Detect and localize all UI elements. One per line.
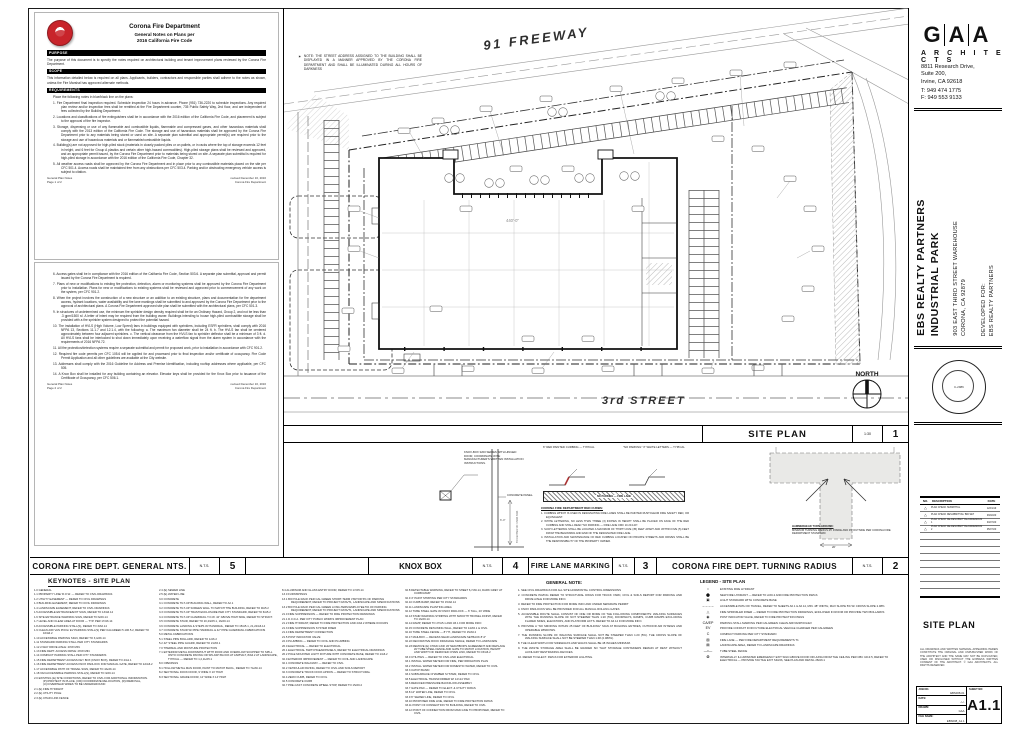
- rev-desc-header: DESCRIPTION: [932, 499, 952, 503]
- knox-dim-label: TO CENTER OF KNOX BOX: [516, 510, 519, 543]
- fire-note: 4. Building(s) are not approved for high-piled stock (materials in closely packed piles or on pallets, or in racks where the top of storage exceeds 12 feet in height, and 6 feet for Group A plastics and certain other high-hazard commodities). High-piled storage plans shall be reviewed and approved, and an appropriate permit issued, by the Corona Fire Department prior to materials being stored on site. A separate plan submittal is required for high-piled storage in accordance with the 2016 edition of the California Fire Code, Chapter 32.: [53, 143, 266, 160]
- legend-entry: [696, 627, 901, 631]
- keynote: 2.0 EXISTING (E) SITE CONDITIONS, REFER TO CIVIL FOR ADDITIONAL INFORMATION. (P)=PROTECT IN PLACE, (CR)=COORDINATE RELOCATION, (R)=REMOVAL, (U)=OVERHEAD WIRES TO BE UNDERGROUND: [34, 676, 148, 687]
- legend-entry: [696, 633, 901, 637]
- legend-entry: [696, 622, 901, 626]
- project-name-2: INDUSTRIAL PARK: [929, 231, 941, 336]
- legend-heading: LEGEND - SITE PLAN: [700, 579, 746, 584]
- fire-lane-title: FIRE LANE MARKING: [530, 562, 611, 570]
- keynote: 1.3 BUILDING EASEMENT, REFER TO CIVIL DRAWINGS: [34, 602, 106, 606]
- scope-heading: SCOPE: [47, 69, 266, 75]
- keynotes-col-4: [405, 589, 506, 720]
- fire-note: 6. Access gates shall be in compliance with the 2016 edition of the California Fire Code, Section 503.6. A separate plan submittal, approval and permit issued by the Corona Fire Department is required.: [53, 271, 266, 280]
- ev-conduit-marking-icon: EV: [705, 626, 711, 631]
- knox-box-detail: [434, 445, 536, 555]
- keynote: 3.0 CONCRETE: [159, 597, 180, 601]
- keynote: 7.1 EXTERIOR METAL DOWNSPOUT WITH ROOF AND OVERFLOW SCUPPER TO SPILL ONTO CONCRETE PAVING OR SPLASH BLOCK AT ASPHALT, 8/A6.2 AT LANDSCAPE, TYPICAL — REFER TO 1,2,11/A5.1: [159, 651, 278, 661]
- sheet-title: SITE PLAN: [923, 620, 976, 630]
- item-text: PROVIDE CONDUIT FOR FUTURE ELECTRICAL VEHICLE CHARGER PER CALGREEN: [720, 626, 833, 631]
- keynote: 1.17 ACCESSIBLE PATH OF TRAVEL SIGN, REFER TO 4A/A6.14: [34, 667, 116, 671]
- legend-entry: [696, 594, 901, 598]
- fire-note: 5. All weather access roads shall be approved by the Corona Fire Department and in place prior to any combustible materials placed on the site per CFC 501.4. Access roads shall be maintained free from any obstructions per CFC 503.4. Parking and/or obstructing emergency vehicle access is subject to citation.: [53, 161, 266, 174]
- page2-footer-left: General Plan Notes Page 2 of 2: [47, 382, 73, 391]
- keynote: 21.3 FIRE SUPPRESSION SYSTEM RISER: [282, 626, 337, 630]
- keynote: 32.12 TUBE STEEL GATE W/ KNOX PADLOCK — 6' TALL, 20' WIDE: [405, 610, 491, 614]
- red-curb-note: 2. WHITE LETTERING, NO LESS THAN THREE (3) INCHES IN HEIGHT SHALL BE PLACED ON FACE OF THE RED CURBING AND SHALL READ "NO PARKING — FIRE LANE CMC 10.20.140".: [541, 520, 689, 527]
- item-text: LANDSCAPE AREA, REFER TO LANDSCAPE DRAWINGS: [720, 643, 795, 648]
- knox-box-title: KNOX BOX: [368, 558, 472, 574]
- rule: [914, 346, 1002, 349]
- freeway-label: 91 FREEWAY: [482, 24, 590, 53]
- revision-date: 12/19/19: [986, 506, 997, 510]
- fire-sprinkler-riser-icon: △: [706, 609, 710, 614]
- keynote: 33.3 CATCH BASIN: [405, 668, 430, 672]
- building-footprint: [372, 150, 677, 361]
- fire-dept-notes-panel: [30, 10, 283, 557]
- item-text: NEW FIRE HYDRANT — REFER TO 2/A6.2 AND FIRE PROTECTION DWGS: [720, 592, 818, 597]
- site-plan-title: SITE PLAN: [702, 426, 852, 442]
- landscape-strip-right: [830, 72, 860, 364]
- general-nts-title: CORONA FIRE DEPT. GENERAL NTS.: [32, 561, 187, 571]
- keynote: 32.5 CONCRETE CURB: [282, 680, 313, 683]
- keynotes-col-3: [282, 589, 401, 720]
- keynote: 32.13 STAIR WARNING STRIPING WITH SMOOTH TROWEL FINISH, REFER TO 16/A6.14: [405, 614, 502, 621]
- turning-dim: 20': [832, 545, 836, 549]
- detail-number-2: 2: [882, 558, 908, 574]
- fire-dept-notes-page-2: [34, 262, 279, 546]
- legend-entry: [696, 644, 901, 648]
- firm-address: 8811 Research Drive, Suite 200, Irvine, CA 92618: [921, 64, 975, 85]
- job-number: EBS008-01: [950, 690, 965, 695]
- notes-list-page1: [47, 101, 266, 174]
- fire-lane-titlebar: FIRE LANE MARKING N.T.S. 3: [528, 557, 656, 575]
- fire-note: 2. Locations and classifications of fire extinguishers shall be in accordance with the 2016 edition of the California Fire Code, and placement is subject to the approval of the fire inspector.: [53, 115, 266, 124]
- parking-stalls-right: [689, 190, 719, 358]
- general-note-panel: [508, 576, 686, 722]
- existing-fire-hydrant-icon: ○: [706, 587, 710, 591]
- title-block: [908, 8, 1006, 724]
- keynote: 2.3 (E) CHAIN LINK FENCE: [34, 696, 69, 700]
- project-name-1: EBS REALTY PARTNERS: [915, 199, 927, 336]
- purpose-text: The purpose of this document is to specify the notes required on architectural building and tenant improvement plans reviewed by the Corona Fire Department.: [47, 57, 266, 66]
- general-note: 8. THE CLEAR WIDTH FOR SIDEWALKS AND WALKS SHALL BE 48 INCHES MINIMUM.: [518, 641, 631, 646]
- keynote: 1.11 STANDARD PARKING STALL PER CITY STANDARDS: [34, 641, 108, 645]
- page1-footer-left: General Plan Notes Page 1 of 2: [47, 175, 73, 184]
- keynote: 33.0 UTILITIES — REFER TO CIVIL AND ELECTRICAL: [405, 655, 474, 659]
- item-text: LIGHT STANDARD WITH CONCRETE BASE: [720, 598, 777, 603]
- architect-stamp-icon: C-2986: [932, 360, 986, 414]
- general-note: 6. PROVIDE A "NO SMOKING WITHIN 25 FEET OF BUILDING" SIGN AT BUILDING ENTRIES, OUTDOOR AIR INTAKES AND OPERABLE WINDOWS.: [518, 624, 682, 632]
- rev-no-header: NO.: [922, 499, 929, 503]
- revision-date: 05/07/20: [986, 527, 997, 531]
- red-curb-note: 1. CURBING WHICH IS USED IN DESIGNATING FIRE LANES SHALL BE PAINTED RUSTOLEUM FIRE SAFETY RED, OR EQUIVALENT.: [541, 512, 689, 519]
- item-text: FIRE SPRINKLER RISER — REFER TO FIRE PROTECTION DRAWINGS, ENCLOSED IN ROOM OR PROVIDE TWO BOLLARDS: [720, 609, 885, 614]
- keynote: 1.15 FIRE DEPARTMENT ACCESS KEY BOX (KNOX BOX), REFER TO 4/A1.1: [34, 658, 132, 662]
- keynote: 32.8 DETECTABLE WARNING, REFER TO SHEET 6,7/A6.14, DARK GREY AT CURB RAMP: [405, 589, 503, 596]
- site-plan-scale: 1:30: [852, 426, 882, 442]
- legend-entry: [696, 605, 901, 609]
- keynote: 1.12 2-WAY DRIVE AISLE: 20'W MIN.: [34, 645, 81, 649]
- legend-entry: [696, 639, 901, 643]
- sheet-date: -/-/-: [960, 700, 965, 704]
- keynote: 32.4 ZERO CURB, REFER TO CIVIL: [282, 675, 328, 679]
- keynote: 33.6 REDUCED PRESSURE BACKFLOW ASSEMBLY: [405, 682, 473, 686]
- revision-row: [920, 505, 1000, 512]
- keynote: 13.2 BICYCLE RACK PER CAL GREEN LONG-TERM EMPLOYEE 5% OF PARKING REQUIREMENT, REFER TO PROJECT DATA/T1, LANDSCAPE AND SPECIFICATIONS: [282, 605, 400, 612]
- revision-date: 03/02/20: [986, 513, 997, 517]
- keynote: 32.10 CURB RAMP, REFER TO 15/A6.14: [405, 601, 456, 605]
- fire-note: 7. Plans of new or modifications to existing fire protection, detection, alarm or monitoring systems shall be approved by the Corona Fire Department prior to installation. Plans for new or modifications to existing systems shall be reviewed and approved prior to commencement of any work on the system, per CFC 901.2.: [53, 281, 266, 294]
- revision-marker-icon: △: [924, 520, 927, 524]
- item-text: TUBE STEEL FENCE: [720, 649, 748, 654]
- curb-profiles: [539, 457, 691, 491]
- keynote: 32.0 EXTERIOR IMPROVEMENT — REFER TO CIVIL AND LANDSCAPE: [282, 657, 373, 661]
- keynote: 7.0 THERMAL AND MOISTURE PROTECTION: [159, 646, 218, 650]
- fire-dept-notes-page-1: [34, 12, 279, 260]
- keynotes-col-2: [159, 589, 278, 720]
- turning-caption: HAMMERHEAD TURN-AROUND: MINIMUM TURNING RADIUS 25' INSIDE AND 45' OUTSIDE PER CORONA FIRE DEPARTMENT STANDARD: [792, 525, 891, 535]
- keynote: 2.5 (E) WATER LINE: [159, 593, 185, 597]
- legend-entry: [696, 616, 901, 620]
- keynote: 1.0 GENERAL: [34, 589, 52, 592]
- knox-dim-value: 6'-0": [500, 518, 506, 522]
- architects-label: A R C H I T E C T S: [921, 50, 1004, 64]
- keynote: 33.1 INSTALL WATER METER FOR FIRE, PER IRRIGATION PLAN: [405, 660, 489, 664]
- keynote: 1.13 FIRE DEPT. ACCESS DRIVE: 26'W MIN.: [34, 650, 91, 654]
- doc-subtitle-2: 2016 California Fire Code: [136, 37, 193, 43]
- keynote: 1.1 PROPERTY LINE/ R.O.W. — REFER TO CIVIL DRAWINGS: [34, 593, 113, 597]
- compact-parking-marking-icon: C: [706, 632, 710, 637]
- keynotes-col-1: [34, 589, 155, 720]
- revision-marker-icon: △: [924, 506, 927, 510]
- legend-panel: [690, 576, 906, 722]
- general-note: 1. SEE CIVIL DRAWINGS FOR ALL SITE HORIZONTAL CONTROL DIMENSIONS: [518, 588, 621, 592]
- requirements-heading: REQUIREMENTS: [47, 88, 266, 94]
- keynote: 21.1 D.C.D.A. PER CITY PUBLIC WORKS IMPROVEMENT PLAN: [282, 617, 364, 621]
- item-text: PARKING STALL MARKING PER CALGREEN CLEAN AIR/VANPOOL/EV: [720, 620, 812, 625]
- keynote: 32.22 DECORATIVE ROCK DRAINAGE SWALE, REFER TO LANDSCAPE: [405, 640, 498, 644]
- keynote: 26.0 ELECTRICAL — REFER TO ELECTRICAL: [282, 644, 341, 648]
- site-plan-drawing: [283, 8, 908, 425]
- fire-lane-hatch-icon: ▨: [706, 637, 710, 642]
- fire-note: 11. All fire protection/detection systems require a separate submittal and permit for proposed work, prior to installation in accordance with CFC 901.2.: [53, 346, 263, 351]
- general-note: 2. CONCRETE PAVING REFER TO STRUCTURAL DWGS FOR TRUCK YARD, CIVIL & SOILS REPORT FOR PARKING AND DRIVE AISLE FOR MORE INFO.: [518, 593, 682, 601]
- item-text: INTERNALLY ILLUMINATED EMERGENCY EXIT SIGN ABOVE DOOR OR HUNG FROM THE CEILING PER CBC 1013.5, REFER TO ELECTRICAL — PROVIDE TACTILE EXIT SIGNS, SEE PLAN AND DETAIL 28/A6.1: [720, 654, 889, 663]
- keynote: 21.4 FIRE DEPARTMENT CONNECTION: [282, 631, 334, 635]
- purpose-heading: PURPOSE: [47, 50, 266, 56]
- keynote: 22.0 PLUMBING — REFER TO CIVIL AND PLUMBING: [282, 640, 350, 644]
- doc-title: Corona Fire Department: [129, 22, 200, 30]
- keynote: 3.4 CONCRETE TILT-UP GUARDRAIL T.O.W. 42" ABOVE HIGH SIDE, REFER TO STRUCT.: [159, 615, 273, 619]
- keynote: 32.15 CONCRETE RETAINING WALL, REFER TO 14/A5.1 & CIVIL: [405, 626, 488, 630]
- keynote: 8.1 HOLLOW METAL MAN DOOR, PAINT TO MATCH BLDG., REFER TO 7A/A6.14: [159, 666, 262, 670]
- keynote: 13.1 BICYCLE RACK PER CAL GREEN SHORT-TERM VISITOR 5% OF PARKING REQUIREMENT, REFER TO PROJECT DATA/T1, LANDSCAPE AND SPECIFICATIONS: [282, 597, 400, 605]
- fire-note: 3. Storage, dispensing or use of any flammable and combustible liquids, flammable and compressed gases, and other hazardous materials shall comply with the 2013 edition of the California Fire Code. The storage and use of hazardous materials shall be approved by the Corona Fire Department prior to any materials being stored or used on site. A separate plan submittal and appropriate permit(s) are required prior to the storage and use of hazardous materials and or flammable/combustible liquids.: [53, 125, 266, 142]
- fire-lane-top-label-1: 6" RED PAINTED CURBING — TYPICAL: [543, 445, 595, 449]
- item-text: POST INDICATOR VALVE, REFER TO FIRE PROTECTION DWGS: [720, 615, 805, 620]
- drawn-by: GAA: [958, 709, 965, 714]
- keynotes-heading: KEYNOTES - SITE PLAN: [48, 578, 131, 585]
- keynote: 33.8 12" WATER LINE, REFER TO CIVIL: [405, 691, 456, 695]
- general-note-heading: GENERAL NOTE:: [546, 580, 583, 585]
- legend-entry: [696, 599, 901, 603]
- concrete-panel-callout: CONCRETE PANEL.: [507, 493, 534, 497]
- fire-note: 13. Addresses shall comply with the 2016 Guideline for Address and Premise Identification, including rooftop addresses where applicable, per CFC 505.: [53, 362, 266, 371]
- scope-text: This information detailed below is required on all plans. Applicants, builders, contractors and responsible parties shall adhere to the notes as shown, unless the Fire Marshal has approved alternate methods.: [47, 76, 266, 85]
- general-note: 9. THE WASTE STORAGE AREA SHALL BE GRADED SO THAT STORAGE CONTAINERS REMAIN AT REST WITHOUT AUXILIARY RESTRAINING DEVICES.: [518, 646, 682, 654]
- general-nts-titlebar: CORONA FIRE DEPT. GENERAL NTS. N.T.S. 5: [30, 557, 245, 575]
- revision-row: [920, 526, 1000, 533]
- keynote: 1.7 LEVEL AND CLEAR AREA AT DOOR — TYP. PER 17/A6.14: [34, 620, 113, 624]
- north-arrow-icon: [853, 371, 881, 408]
- note-star-icon: ✶: [298, 54, 302, 59]
- copyright-text: ALL DRAWINGS AND WRITTEN MATERIAL APPEARING HEREIN CONSTITUTE THE ORIGINAL AND UNPUBLISHED WORK OF THE ARCHITECT AND THE SAME MAY NOT BE DUPLICATED, USED OR DISCLOSED WITHOUT THE EXPRESS WRITTEN CONSENT OF THE ARCHITECT. © GAA ARCHITECTS. ALL RIGHTS RESERVED.: [920, 648, 998, 668]
- revision-marker-icon: △: [924, 513, 927, 517]
- site-plan-number: 1: [882, 426, 908, 442]
- page1-footer-right: revised December 16, 2016 Corona Fire Department: [230, 175, 266, 184]
- parking-stalls-left: [324, 120, 339, 360]
- requirements-intro: Place the following notes in blue/black line on the plans:: [53, 95, 134, 100]
- legend-entry: [696, 611, 901, 615]
- keynote: 21.0 FIRE SUPPRESSION — REFER TO FIRE PROTECTION DRAWINGS: [282, 613, 375, 617]
- north-label: NORTH: [855, 371, 879, 378]
- red-curb-note: 3. SUCH LETTERING SHALL BE LOCATED A MAXIMUM OF THIRTY-FIVE (35) FEET APART AND WITHIN FIVE (5) FEET FROM THE BEGINNING AND END OF THE DESIGNATED FIRE LANE.: [541, 528, 689, 535]
- street-address-note: ✶ NOTE: THE STREET ADDRESS ASSIGNED TO THE BUILDING SHALL BE DISPLAYED IN A MANNER APPROVED BY THE CORONA FIRE DEPARTMENT AND SHALL BE ILLUMINATED DURING ALL HOURS OF DARKNESS: [298, 54, 422, 71]
- keynote: 8.3 SECTIONAL GRADE DOOR, 12' WIDE X 14' HIGH: [159, 675, 227, 679]
- fire-note: 8. When the project involves the construction of a new structure or an addition to an existing structure, plans and documentation for fire department access, hydrant locations, water availability and fire lane markings shall be submitted to and approved by the Corona Fire Department prior to the approval of architectural plans. A Corona Fire Department approved site plan shall be submitted with the architectural plans, per CFC 501.3.: [53, 295, 266, 309]
- keynote: 33.11 POINT OF CONNECTION TO BUILDING, REFER TO CIVIL: [405, 704, 486, 708]
- keynote: 33.12 POINT OF CONNECTION FROM MAIN LINE TO PROPOSED, REFER TO CIVIL: [405, 708, 505, 716]
- red-curbs-heading: CORONA FIRE DEPARTMENT RED CURBS:: [541, 506, 603, 510]
- keynote: 8.2 SECTIONAL DOCK DOOR, 9' WIDE X 10' HIGH: [159, 671, 223, 675]
- keynote: 33.4 SUBSURFACE CHAMBER SYSTEM, REFER TO CIVIL: [405, 673, 480, 677]
- revision-table: [920, 496, 1000, 598]
- keynote: 33.9 6" SEWER LINE, REFER TO CIVIL: [405, 695, 455, 699]
- clean-air-ev-marking-icon: CA/EP: [702, 620, 714, 625]
- fire-note: 10. The installation of HVLS (High Volume, Low Speed) fans in buildings equipped with sprinklers, including ESFR sprinklers, shall comply with 2016 NFPA 13, Sections 11.1.7 and 12.1.4, with the following: a. The maximum fan diameter shall be 24 ft. b. The HVLS fan shall be centered approximately between four adjacent sprinklers. c. The vertical clearance from the HVLS fan to sprinkler deflector shall be a minimum of 3 ft. d. All HVLS fans shall be interlocked to shut down immediately upon receiving a waterflow signal from the alarm system in accordance with the requirements of 2016 NFPA 72.: [53, 324, 266, 345]
- project-address-1: 903 EAST THIRD STREET WAREHOUSE: [953, 221, 959, 336]
- keynote: 1.14 COMPACT PARKING STALL PER CITY STANDARDS: [34, 654, 107, 658]
- item-text: COMPACT PARKING PER CITY STANDARD: [720, 632, 777, 637]
- gaa-logo: G A A: [920, 24, 992, 46]
- keynote: 26.1 ELECTRICAL SWITCHGEAR/PANELS, REFER TO ELECTRICAL DRAWINGS: [282, 648, 385, 652]
- fire-note: 14. A Knox Box shall be installed for any building containing an elevator. Elevator keys shall be provided for the Knox Box prior to issuance of the Certificate of Occupancy, per CFC 506.1.: [53, 372, 266, 381]
- keynote: 32.23 REMOVE (E) CHAIN LINK W/ NEIGHBOR'S AGREEMENT AND REPLACE W/ TUBE STEEL FENCE AND GATE TO MATCH LOCATION, HEIGHT AND WIDTH OF REMOVED CHAIN LINK, REFER TO 15/A6.2: [405, 644, 506, 655]
- keynote: 21.2 FIRE HYDRANT, REFER TO FIRE PROTECTION AND 2/A6.2 WHERE OCCURS: [282, 622, 389, 626]
- keynote: 33.2 INSTALL WATER METER FOR DOMESTIC WATER, REFER TO CIVIL: [405, 664, 498, 668]
- rev-date-header: DATE: [987, 499, 996, 503]
- keynote: 32.2 VEHICULAR PAVING, REFER TO CIVIL AND SOILS REPORT: [282, 666, 365, 670]
- building-dimension: 440'-0": [506, 218, 519, 223]
- knox-callout: KNOX-BOX 3200 SERIES WITH HINGED DOOR, COORDINATE WITH MANUFACTURER'S WRITTEN INSTALLATION INSTRUCTIONS.: [464, 450, 524, 465]
- detail-number-5: 5: [219, 558, 245, 574]
- revision-rows: [920, 505, 1000, 533]
- keynote: 5.1 STEEL PIPE BOLLARD, REFER TO 1/A6.2: [159, 637, 217, 641]
- keynote-zones: [290, 196, 392, 370]
- keynote: 32.17 MAILBOX — RECESS NEAR LANDSCAPE SETBACK 8'-0": [405, 635, 487, 639]
- keynote: 1.9 CLEAN AIR/ VAN POOL/ EV PARKING STALL(S) PER CALGREEN 5.106.5.2, REFER TO 16/A6.2: [34, 628, 149, 636]
- fire-lane-detail: [539, 445, 691, 555]
- item-text: ACCESSIBLE PATH OF TRAVEL, REFER TO SHEETS A0.1 & A6.14, MIN. 48" WIDTH, MAX SLOPE 5% W/ CROSS SLOPE 2.08%: [720, 603, 885, 608]
- project-address-2: CORONA, CA 92879: [961, 278, 967, 336]
- keynote: 2.4 (E) SEWER LINE: [159, 589, 185, 592]
- file-name: EBS008_A1.1: [946, 718, 965, 723]
- revision-marker-icon: △: [924, 527, 927, 531]
- keynote: 1.6 SITE ENTRANCE WARNING SIGN, REFER TO 6/A6.14: [34, 615, 108, 619]
- legend-entry: [696, 588, 901, 592]
- revision-date: 04/07/20: [986, 520, 997, 524]
- fire-note: 9. In structures of undetermined use, the minimum fire sprinkler design density required shall be for an Ordinary Hazard, Group 2, and not be less than .3 gpm/1500 sf. A letter of intent may be required from the building owner. Buildings intending to house high-piled combustible storage shall be provided with a fire sprinkler system designed to protect the potential hazard.: [53, 309, 266, 323]
- keynote: 1.16 FIRE DEPARTMENT ACCESS KNOX PADLOCK FOR MANUAL GATE, REFER TO 2A/A6.2: [34, 663, 153, 667]
- keynote: 3.6 CONCRETE LANDING & STEPS W/ HANDRAIL, REFER TO 15/A5.1, 21,22/A6.14: [159, 624, 266, 628]
- item-text: FIRE LANE — PER FIRE DEPARTMENT REQUIREMENTS T1: [720, 637, 799, 642]
- keynote: 1.2 UTILITY EASEMENT — REFER TO CIVIL DRAWINGS: [34, 597, 107, 601]
- general-note: 10. REFER TO ELECT. DWGS FOR EXTERIOR LIGHTING.: [518, 655, 593, 660]
- keynote: 32.3 CONCRETE TRUCK DOCK APRON — REFER TO STRUCTURAL: [282, 671, 371, 675]
- fire-lane-strip: NO PARKING — FIRE LANE: [543, 491, 685, 502]
- light-standard-icon: ▣: [706, 598, 710, 603]
- rule: [914, 422, 1002, 425]
- doc-subtitle-1: General Notes on Plans per: [134, 31, 195, 37]
- general-note: 4. KNOX PADLOCKS WILL BE PROVIDED FOR ALL MANUAL ROLLING GATES: [518, 606, 620, 611]
- general-note: 7. THE RUNNING SLOPE OF WALKING SURFACE SHALL NOT BE STEEPER THAN 1:20 (5%). THE CROSS SLOPE OF WALKING SURFACE SHALL NOT BE STEEPER THAN 1:48 (2.083%).: [518, 632, 682, 641]
- detail-number-3: 3: [634, 558, 656, 574]
- keynote: 26.2 POLE MOUNTED LIGHT FIXTURE WITH CONCRETE BASE, REFER TO 1/A6.2: [282, 653, 388, 657]
- fire-note: 12. Required fire code permits per CFC 105.6 will be applied for and processed prior to final inspection and/or certificate of occupancy. Fire Code Permit Application and all other guidelines are available at the City website.: [53, 352, 266, 361]
- item-text: EXISTING FIRE HYDRANT: [720, 587, 755, 591]
- tube-steel-fence-line-icon: —▪—: [703, 649, 713, 654]
- keynote: 32.11 LANDSCAPE PLANTING AREA: [405, 605, 452, 609]
- post-indicator-valve-icon: ◉: [706, 615, 710, 620]
- new-fire-hydrant-icon: ⬤: [705, 592, 711, 597]
- turning-radius-titlebar: CORONA FIRE DEPT. TURNING RADIUS N.T.S. 2: [656, 557, 908, 575]
- keynote: 5.0 METAL FABRICATIONS: [159, 633, 194, 637]
- street-label: 3rd STREET: [602, 395, 686, 407]
- developed-for-2: EBS REALTY PARTNERS: [989, 264, 995, 336]
- red-curb-notes: [541, 511, 689, 543]
- keynote: 32.1 CONCRETE WALKWAY — REFER TO CIVIL: [282, 662, 344, 666]
- item-text: PLAN CHECK SUBMITTAL: [931, 505, 961, 509]
- keynote: 33.10 PROPOSED FIRE LINE, REFER TO FIRE PROTECTION DWGS: [405, 700, 493, 703]
- keynote: 1.10 ACCESSIBLE PARKING SIGN, REFER TO 3,4/A6.14: [34, 636, 106, 640]
- rule: [914, 108, 1002, 111]
- keynote: 3.5 CONCRETE STAIR, REFER TO 20,23/A5.1, 16/A6.14: [159, 620, 230, 624]
- turning-radius-detail: [762, 445, 908, 555]
- item-text: PLAN CHECK RE-RESUBMITTAL/ADDENDUM 1: [931, 518, 983, 524]
- job-info-table: JOB NO. EBS008-01 DATE: -/-/- DRAWN: GAA FILE NAME: EBS008_A1.1 SHEET NO: A1.1: [916, 686, 1002, 724]
- keynote: 2.2 (E) UTILITY POLE: [34, 692, 62, 696]
- red-curb-note: 4. INSTALLATION AND MAINTENANCE OF RED CURBING LOCATED ON PRIVATE STREETS AND DRIVES SHALL BE THE RESPONSIBILITY OF THE PROPERTY OWNER.: [541, 536, 689, 543]
- legend-entry: [696, 650, 901, 654]
- keynote: 21.5 POST INDICATOR VALVE: [282, 635, 321, 639]
- keynote: 5.2 42" STEEL PIPE GUARD, REFER TO 21/A5.1: [159, 642, 221, 646]
- keynote: 32.9 4" PAINT STRIPING PER CITY STANDARDS: [405, 596, 467, 600]
- keynotes-panel: [30, 576, 508, 722]
- detail-number-4: 4: [502, 558, 528, 574]
- keynote: 32.14 RAMP, REFER TO 27/A5.1 AND A5.1 FOR MORE INFO: [405, 622, 482, 626]
- sheet-number: A1.1: [967, 697, 1001, 714]
- item-text: PLAN CHECK RE-RESUBMITTAL/ADDENDUM 2: [931, 525, 983, 531]
- fire-note: 1. Fire Department final inspection required. Schedule inspection 24 hours in advance. Phone (951) 736-2220 to schedule inspections. Any required plan review and/or inspection fees shall be remitted at the Fire Department counter, 735 Public Safety Way, 2nd floor, and are independent of fees collected by the Building Department.: [53, 101, 266, 114]
- keynote: 1.18 VAN ACCESSIBLE PARKING STALL(S), REFER TO 3/A6.14: [34, 672, 115, 676]
- keynote: 3.3 CONCRETE TILT-UP TRASH ENCLOSURE PER CITY STANDARD, REFER TO 6/A5.2: [159, 611, 271, 615]
- general-note-list: [518, 589, 682, 661]
- emergency-exit-sign-icon: ✪: [706, 654, 710, 659]
- keynote: 3.7 CONCRETE STAIR W/ PIPE HANDRAIL & 42" PIPE GUARDRAIL FABRICATIONS: [159, 628, 266, 632]
- notes-list-page2: [47, 272, 266, 381]
- item-text: PLAN CHECK RESUBMITTAL/ BID SET: [931, 512, 975, 516]
- keynote: 1.8 ACCESSIBLE PARKING STALL(S), REFER TO 3/A6.14: [34, 624, 107, 628]
- keynote: 1.5 ACCESSIBLE ENTRANCE/EXIT SIGN, REFER TO 13/A6.14: [34, 611, 114, 615]
- page2-footer-right: revised December 16, 2016 Corona Fire Department: [230, 382, 266, 391]
- fire-lane-top-label-2: "NO PARKING" 3" WHITE LETTERS — TYPICAL: [623, 445, 685, 449]
- keynote: 13.0 FURNISHINGS: [282, 593, 308, 597]
- keynote: 3.1 CONCRETE TILT-UP BUILDING WALL, REFER TO A2.1: [159, 602, 234, 606]
- firm-phone-fax: T: 949 474 1775 F: 949 553 9133: [921, 88, 962, 102]
- turning-radius-title: CORONA FIRE DEPT. TURNING RADIUS: [672, 561, 837, 571]
- general-note: 3. REFER TO FIRE PROTECTION FOR MORE INFO AND UNDER SEPARATE PERMIT: [518, 601, 629, 606]
- landscape-area-fill-icon: ▤: [706, 643, 710, 648]
- keynote: 2.1 (E) FIRE HYDRANT: [34, 687, 64, 691]
- keynote: 33.5 ELECTRICAL TRANSFORMER W/ 14'x14' PAD: [405, 677, 470, 681]
- site-plan-titlebar: [283, 425, 908, 443]
- keynote: 8.4 ALUMINUM AND GLASS ENTRY DOOR, REFER TO 17/A5.14: [282, 589, 364, 592]
- keynote: 32.7 PRE-CAST CONCRETE WHEEL STOP, REFER TO 15/A6.2: [282, 684, 363, 688]
- details-strip: [283, 443, 908, 557]
- legend-entry: [696, 656, 901, 663]
- keynote: 3.2 CONCRETE TILT-UP SCREEN WALL TO MATCH THE BUILDING, REFER TO 9/A5.2: [159, 606, 269, 610]
- corona-fire-badge-icon: [47, 20, 73, 46]
- keynote: 32.16 TUBE STEEL FENCE — 8' HT., REFER TO 15/A6.2: [405, 631, 477, 635]
- developed-for-1: DEVELOPED FOR:: [981, 282, 987, 336]
- accessible-path-of-travel-icon: – – – –: [702, 603, 714, 608]
- general-note: 5. ACCESSIBLE ROUTE SHALL CONSIST OF ONE OR MORE OF THE FOLLOWING COMPONENTS: WALKING SURFACES WITH THE RUNNING SLOPE OF NOT STEEPER THAN 1:20 (5%), DOORWAYS, RAMPS, CURB RAMPS EXCLUDING FLARED SIDES, ELEVATORS, AND PLATFORM LIFTS. REFER TO A6.14 FOR MORE INFO.: [518, 611, 682, 623]
- keynote: 1.4 LANDSCAPE EASEMENT, REFER TO CIVIL DRAWINGS: [34, 606, 110, 610]
- knox-box-titlebar: KNOX BOX N.T.S. 4: [245, 557, 528, 575]
- legend-list: [696, 588, 901, 664]
- keynote: 33.7 GATE PAD — REFER TO ELECT. & UTILITY DWGS: [405, 686, 476, 690]
- keynote: 8.0 OPENINGS: [159, 662, 179, 666]
